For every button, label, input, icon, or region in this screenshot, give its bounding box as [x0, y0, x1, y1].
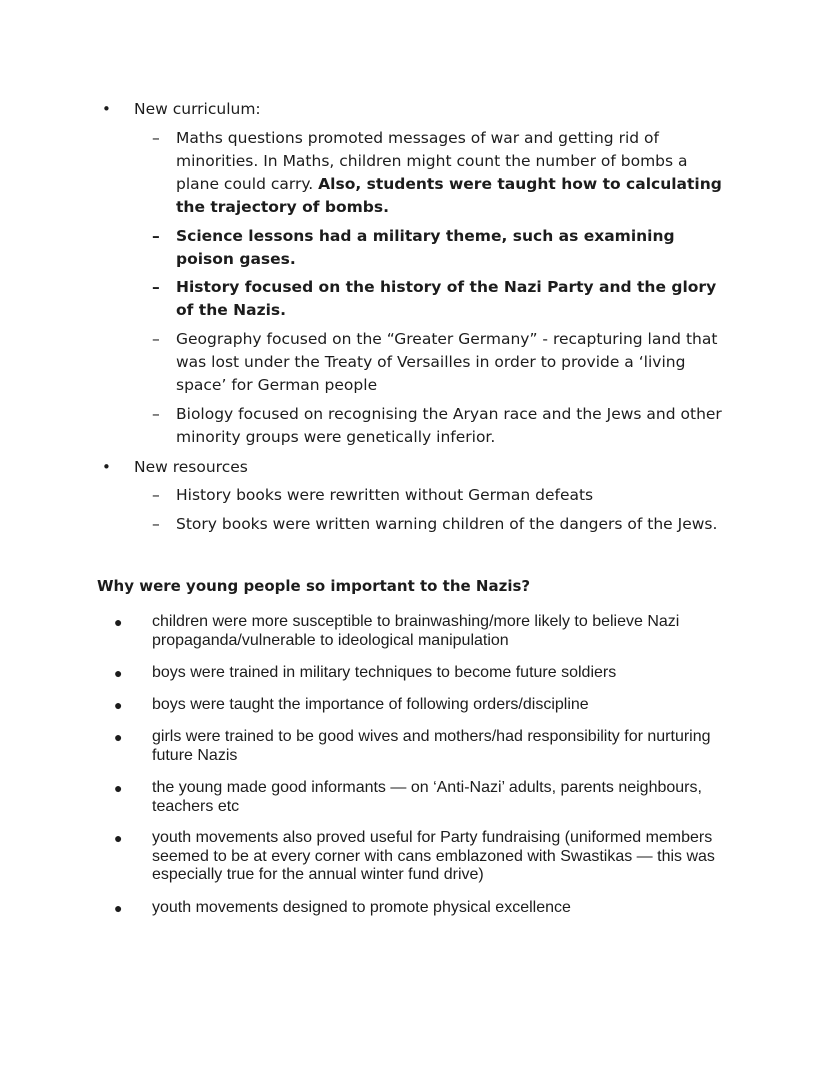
story-books-text: Story books were written warning children of the dangers of the Jews. [176, 515, 718, 533]
maths-text: Maths questions promoted messages of war and getting rid of minorities. In Maths, children might count the number of bombs a plane could carry. [176, 129, 688, 193]
dash-marker: – [152, 330, 160, 348]
dash-marker: – [152, 486, 160, 504]
reason-item [114, 613, 724, 650]
reason-item [114, 728, 724, 765]
dash-marker: – [152, 227, 160, 245]
reason-text: youth movements also proved useful for Party fundraising (uniformed members seemed to be at every corner with cans emblazoned with Swastikas — this was especially true for the annual winter fund drive) [152, 829, 715, 883]
reason-text: children were more susceptible to brainwashing/more likely to believe Nazi propaganda/vulnerable to ideological manipulation [152, 613, 680, 649]
resources-item-story-books [152, 513, 752, 536]
dash-marker: – [152, 515, 160, 533]
bullet-dot: ● [114, 729, 123, 745]
maths-bold-text: Also, students were taught how to calculating the trajectory of bombs. [176, 175, 722, 216]
bullet-dot: ● [114, 614, 123, 630]
curriculum-item-science [152, 225, 732, 271]
bullet-dot: ● [114, 780, 123, 796]
dash-marker: – [152, 129, 160, 147]
history-books-text: History books were rewritten without German defeats [176, 486, 594, 504]
reason-item [114, 899, 724, 918]
reason-item [114, 829, 724, 885]
curriculum-item-history [152, 276, 732, 322]
curriculum-item-geography [152, 328, 732, 397]
science-text: Science lessons had a military theme, such as examining poison gases. [176, 227, 675, 268]
curriculum-item-text [176, 127, 732, 219]
reason-text: boys were taught the importance of following orders/discipline [152, 696, 589, 713]
geography-text: Geography focused on the “Greater Germany” - recapturing land that was lost under the Treaty of Versailles in order to provide a ‘living space’ for German people [176, 330, 718, 394]
curriculum-item-biology [152, 403, 732, 449]
reason-item [114, 696, 724, 715]
reason-text: boys were trained in military techniques to become future soldiers [152, 664, 617, 681]
history-text: History focused on the history of the Nazi Party and the glory of the Nazis. [176, 278, 717, 319]
curriculum-item-maths [152, 127, 732, 219]
bullet-marker: • [102, 100, 111, 118]
biology-text: Biology focused on recognising the Aryan race and the Jews and other minority groups were genetically inferior. [176, 405, 722, 446]
resources-item-history-books [152, 484, 732, 507]
outline-item-new-curriculum: New curriculum: [134, 100, 261, 118]
dash-marker: – [152, 405, 160, 423]
bullet-dot: ● [114, 697, 123, 713]
reason-item [114, 664, 724, 683]
reason-text: youth movements designed to promote physical excellence [152, 899, 571, 916]
bullet-dot: ● [114, 665, 123, 681]
dash-marker: – [152, 278, 160, 296]
reason-text: the young made good informants — on ‘Anti-Nazi’ adults, parents neighbours, teachers etc [152, 779, 702, 815]
bullet-marker: • [102, 458, 111, 476]
bullet-dot: ● [114, 830, 123, 846]
bullet-dot: ● [114, 900, 123, 916]
reason-item [114, 779, 724, 816]
outline-item-new-resources: New resources [134, 458, 248, 476]
reason-text: girls were trained to be good wives and mothers/had responsibility for nurturing future Nazis [152, 728, 711, 764]
section-heading: Why were young people so important to the Nazis? [97, 577, 531, 595]
